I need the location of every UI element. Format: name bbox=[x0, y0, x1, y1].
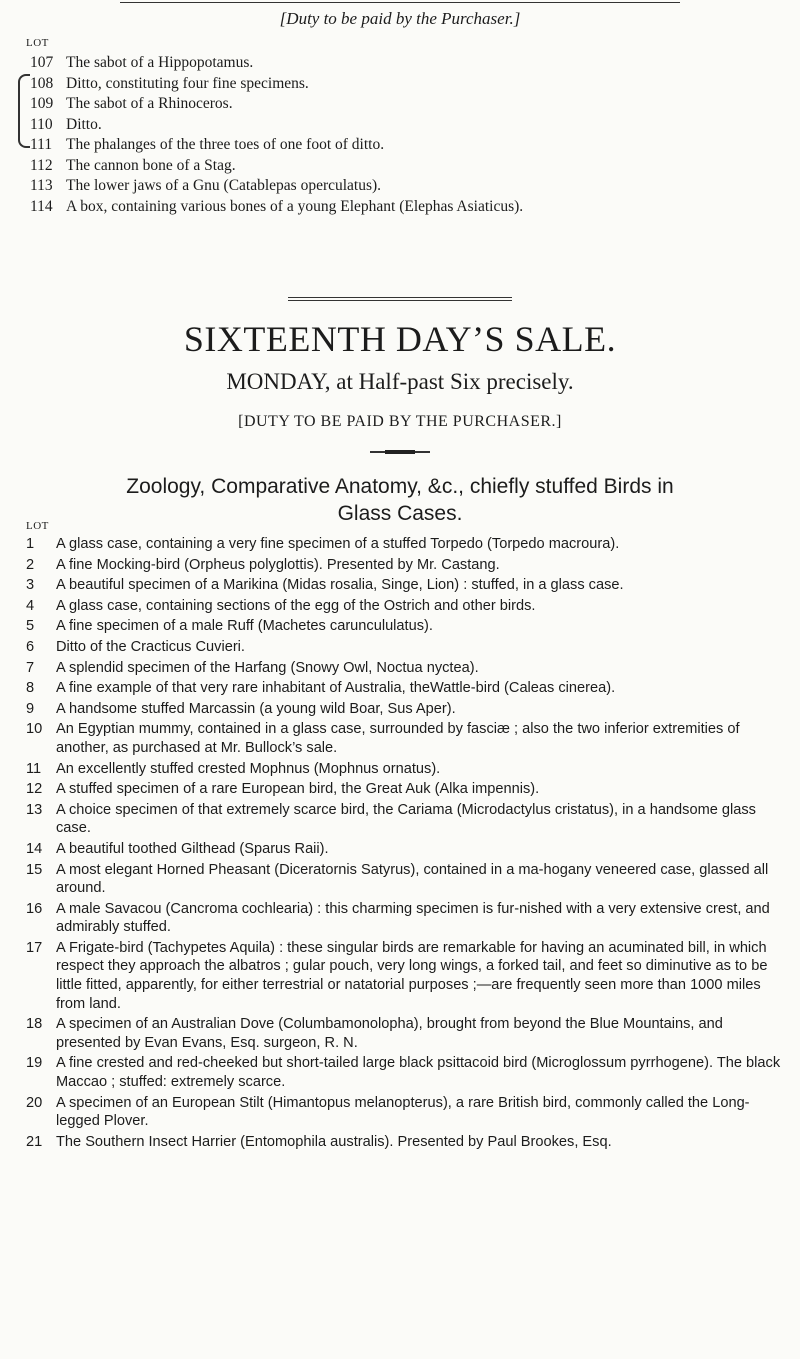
lot-item bbox=[26, 760, 786, 779]
sale-title: SIXTEENTH DAY’S SALE. bbox=[183, 319, 617, 359]
previous-lot-item bbox=[30, 115, 102, 136]
lot-number: 19 bbox=[26, 1055, 43, 1072]
lot-item bbox=[26, 780, 786, 799]
lot-number: 1 bbox=[26, 536, 35, 552]
previous-lot-item bbox=[30, 53, 253, 74]
lot-description: The sabot of a Hippopotamus. bbox=[66, 54, 254, 71]
lot-item bbox=[26, 679, 786, 698]
lot-description: Ditto of the Cracticus Cuvieri. bbox=[56, 638, 245, 655]
lot-number: 6 bbox=[26, 638, 35, 655]
grouping-brace bbox=[18, 74, 30, 148]
lot-item bbox=[26, 900, 786, 937]
lot-description: A glass case, containing a very fine specimen of a stuffed Torpedo (Torpedo macroura). bbox=[56, 536, 620, 552]
lot-number: 16 bbox=[26, 900, 43, 917]
lot-number: 113 bbox=[30, 177, 53, 194]
top-rule bbox=[120, 2, 680, 3]
lot-number: 13 bbox=[26, 801, 43, 818]
lot-item bbox=[26, 939, 786, 1013]
lot-number: 114 bbox=[30, 197, 53, 215]
previous-lot-item bbox=[30, 197, 523, 218]
lot-item bbox=[26, 617, 786, 636]
lot-number: 18 bbox=[26, 1016, 43, 1033]
lot-description: The Southern Insect Harrier (Entomophila australis). Presented by Paul Brookes, Esq. bbox=[56, 1133, 612, 1150]
lot-number: 5 bbox=[26, 618, 35, 635]
lot-number: 20 bbox=[26, 1094, 43, 1111]
previous-lot-item bbox=[30, 135, 384, 156]
lot-description: An excellently stuffed crested Mophnus (Mophnus ornatus). bbox=[56, 760, 441, 777]
lot-list bbox=[26, 535, 786, 1153]
lot-description: A handsome stuffed Marcassin (a young wild Boar, Sus Aper). bbox=[56, 700, 456, 717]
lot-number: 15 bbox=[26, 861, 43, 878]
lot-number: 12 bbox=[26, 781, 43, 798]
lot-item bbox=[26, 1094, 786, 1131]
lot-number: 7 bbox=[26, 659, 35, 676]
lot-description: A specimen of an European Stilt (Himantopus melanopterus), a rare British bird, commonly called the Long-legged Plover. bbox=[56, 1094, 750, 1130]
lot-item bbox=[26, 556, 786, 575]
lot-description: The lower jaws of a Gnu (Catablepas operculatus). bbox=[66, 177, 382, 194]
lot-description: The cannon bone of a Stag. bbox=[66, 156, 236, 174]
lot-description: The sabot of a Rhinoceros. bbox=[66, 95, 233, 112]
lot-item bbox=[26, 576, 786, 595]
lot-description: A glass case, containing sections of the egg of the Ostrich and other birds. bbox=[56, 597, 536, 614]
lot-number: 11 bbox=[26, 760, 42, 777]
previous-lot-item bbox=[30, 156, 236, 177]
lot-item bbox=[26, 535, 786, 554]
lot-description: A beautiful specimen of a Marikina (Midas rosalia, Singe, Lion) : stuffed, in a glass case. bbox=[56, 577, 624, 594]
lot-item bbox=[26, 801, 786, 838]
lot-description: An Egyptian mummy, contained in a glass case, surrounded by fasciæ ; also the two inferior extremities of another, as purchased at Mr. Bullock’s sale. bbox=[56, 721, 740, 756]
category-heading bbox=[0, 473, 800, 527]
sale-duty-note: [DUTY TO BE PAID BY THE PURCHASER.] bbox=[238, 413, 562, 430]
lot-number: 2 bbox=[26, 556, 35, 573]
lot-column-label: LOT bbox=[26, 37, 49, 49]
lot-item bbox=[26, 1133, 786, 1152]
lot-description: A stuffed specimen of a rare European bird, the Great Auk (Alka impennis). bbox=[56, 781, 540, 798]
lot-description: A splendid specimen of the Harfang (Snowy Owl, Noctua nyctea). bbox=[56, 659, 479, 676]
previous-lot-item bbox=[30, 94, 233, 115]
lot-number: 107 bbox=[30, 54, 54, 71]
lot-description: A box, containing various bones of a young Elephant (Elephas Asiaticus). bbox=[66, 197, 524, 215]
category-heading-line1: Zoology, Comparative Anatomy, &c., chiefly stuffed Birds in bbox=[126, 475, 674, 498]
lot-item bbox=[26, 638, 786, 657]
lot-number: 111 bbox=[30, 136, 53, 153]
lot-description: Ditto. bbox=[66, 115, 102, 133]
lot-item bbox=[26, 659, 786, 678]
lot-description: A fine example of that very rare inhabitant of Australia, theWattle-bird (Caleas cinerea). bbox=[56, 680, 616, 697]
lot-item bbox=[26, 840, 786, 859]
lot-description: A beautiful toothed Gilthead (Sparus Raii). bbox=[56, 840, 329, 857]
lot-description: A choice specimen of that extremely scarce bird, the Cariama (Microdactylus cristatus), in a handsome glass case. bbox=[56, 801, 756, 837]
sale-time: MONDAY, at Half-past Six precisely. bbox=[226, 369, 574, 394]
lot-number: 21 bbox=[26, 1133, 43, 1150]
lot-description: The phalanges of the three toes of one foot of ditto. bbox=[66, 136, 385, 153]
ornament-center bbox=[385, 450, 415, 454]
lot-item bbox=[26, 720, 786, 757]
page-heading: [Duty to be paid by the Purchaser.] bbox=[279, 9, 521, 28]
lot-description: A most elegant Horned Pheasant (Diceratornis Satyrus), contained in a ma-hogany veneered case, glassed all around. bbox=[56, 861, 769, 897]
category-heading-line2: Glass Cases. bbox=[337, 502, 463, 525]
lot-number: 108 bbox=[30, 74, 54, 92]
lot-number: 110 bbox=[30, 115, 53, 133]
lot-description: A fine specimen of a male Ruff (Machetes caruncululatus). bbox=[56, 618, 433, 635]
lot-item bbox=[26, 700, 786, 719]
lot-item bbox=[26, 1015, 786, 1052]
lot-number: 4 bbox=[26, 597, 35, 614]
section-rule bbox=[288, 297, 512, 298]
lot-number: 10 bbox=[26, 721, 43, 738]
section-rule-double bbox=[288, 300, 512, 301]
lot-number: 109 bbox=[30, 95, 54, 112]
lot-number: 17 bbox=[26, 939, 43, 956]
lot-item bbox=[26, 861, 786, 898]
previous-lot-item bbox=[30, 176, 381, 197]
lot-number: 112 bbox=[30, 156, 53, 174]
lot-description: A fine Mocking-bird (Orpheus polyglottis). Presented by Mr. Castang. bbox=[56, 556, 500, 573]
previous-lot-item bbox=[30, 74, 309, 95]
lot-description: Ditto, constituting four fine specimens. bbox=[66, 74, 309, 92]
lot-item bbox=[26, 597, 786, 616]
lot-description: A fine crested and red-cheeked but short-tailed large black psittacoid bird (Microglossum pyrrhogene). The black Maccao ; stuffed: extremely scarce. bbox=[56, 1055, 781, 1091]
lot-item bbox=[26, 1054, 786, 1091]
lot-number: 3 bbox=[26, 577, 35, 594]
lot-description: A male Savacou (Cancroma cochlearia) : this charming specimen is fur-nished with a very extensive crest, and admirably stuffed. bbox=[56, 900, 770, 936]
lot-description: A Frigate-bird (Tachypetes Aquila) : these singular birds are remarkable for having an acuminated bill, in which respect they approach the albatros ; gular pouch, very long wings, a forked tail, and feet so diminutive as to be little fitted, apparently, for either terrestrial or natatorial purposes ;—are frequently seen more than 1000 miles from land. bbox=[56, 939, 768, 1012]
lot-number: 14 bbox=[26, 840, 43, 857]
lot-number: 8 bbox=[26, 680, 35, 697]
lot-description: A specimen of an Australian Dove (Columbamonolopha), brought from beyond the Blue Mountains, and presented by Evan Evans, Esq. surgeon, R. N. bbox=[56, 1016, 723, 1051]
lot-column-label: LOT bbox=[26, 520, 49, 532]
lot-number: 9 bbox=[26, 700, 35, 717]
